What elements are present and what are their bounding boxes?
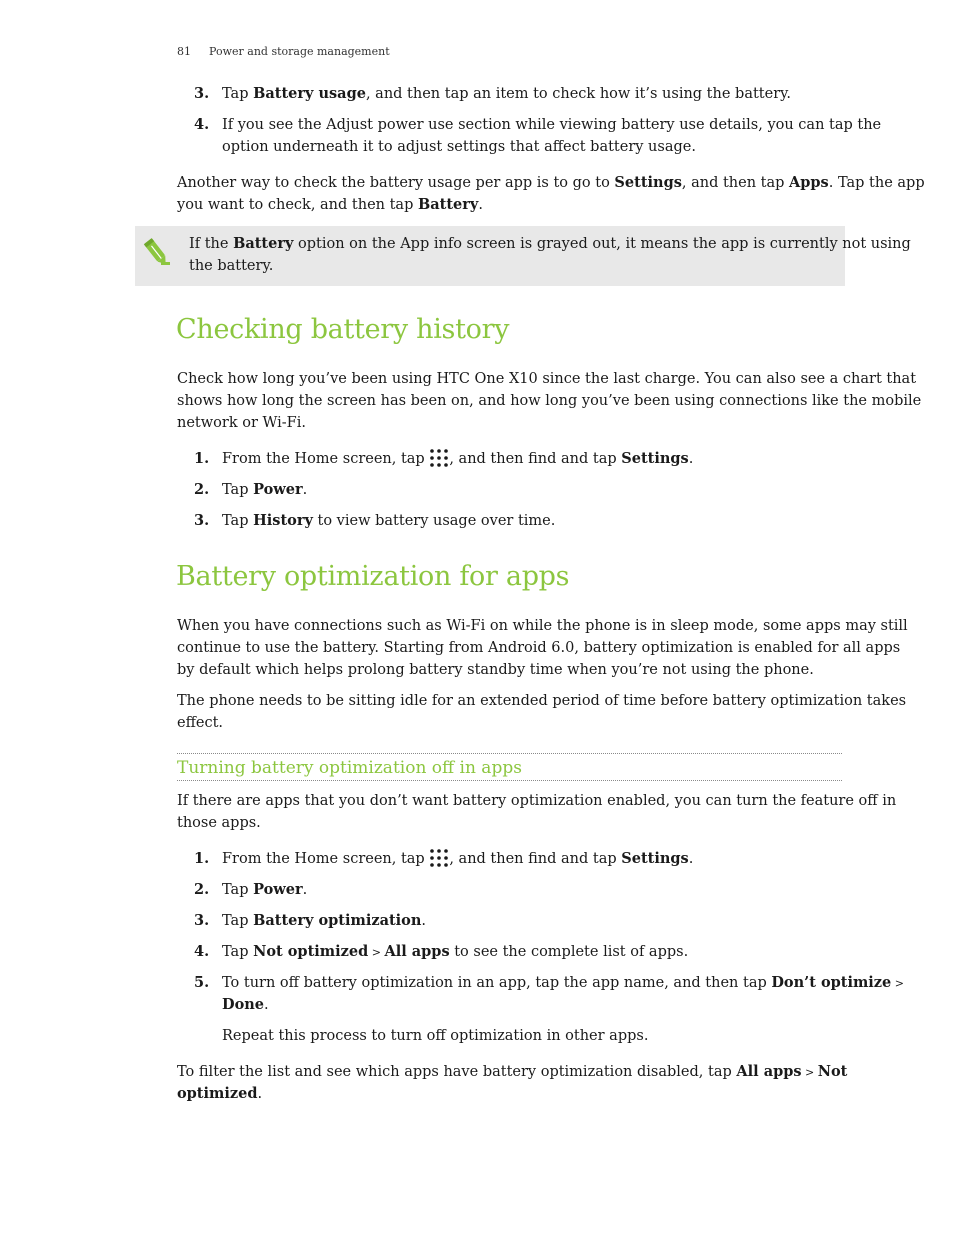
paragraph: To filter the list and see which apps have battery optimization disabled, tap All apps > Not	[177, 1063, 848, 1080]
step-number: 3.	[194, 85, 210, 102]
step-text: Done.	[222, 996, 269, 1013]
step-number: 1.	[194, 850, 210, 867]
step-text: Tap Power.	[222, 881, 308, 898]
note-text: If the Battery option on the App info screen is grayed out, it means the app is currently not using	[189, 235, 911, 252]
paragraph: by default which helps prolong battery standby time when you’re not using the phone.	[177, 662, 814, 678]
subsection-heading: Turning battery optimization off in apps	[177, 758, 522, 778]
section-heading: Battery optimization for apps	[176, 561, 570, 592]
apps-grid-icon	[429, 848, 449, 868]
paragraph: Another way to check the battery usage per app is to go to Settings, and then tap Apps. Tap the app	[177, 174, 925, 191]
page-number: 81	[177, 45, 191, 58]
step-number: 3.	[194, 912, 210, 929]
step-number: 1.	[194, 450, 210, 467]
divider	[177, 780, 842, 781]
note-text: the battery.	[189, 258, 274, 274]
paragraph: effect.	[177, 715, 224, 731]
paragraph: The phone needs to be sitting idle for an extended period of time before battery optimization takes	[177, 693, 907, 709]
divider	[177, 753, 842, 754]
apps-grid-icon	[429, 448, 449, 468]
list-item: Tap Battery usage, and then tap an item to check how it’s using the battery.	[222, 85, 792, 102]
step-text: To turn off battery optimization in an app, tap the app name, and then tap Don’t optimize >	[222, 974, 904, 991]
step-text: Tap Power.	[222, 481, 308, 498]
paragraph: If there are apps that you don’t want battery optimization enabled, you can turn the feature off in	[177, 793, 897, 809]
list-item: option underneath it to adjust settings that affect battery usage.	[222, 139, 696, 155]
paragraph: network or Wi-Fi.	[177, 415, 306, 431]
step-text: Tap History to view battery usage over time.	[222, 512, 556, 529]
step-text: From the Home screen, tap , and then find and tap Settings.	[222, 450, 694, 467]
step-text: From the Home screen, tap , and then find and tap Settings.	[222, 850, 694, 867]
step-text: Tap Battery optimization.	[222, 912, 427, 929]
step-number: 4.	[194, 116, 210, 133]
paragraph: When you have connections such as Wi-Fi on while the phone is in sleep mode, some apps may still	[177, 618, 908, 634]
step-number: 5.	[194, 974, 210, 991]
paragraph: those apps.	[177, 815, 261, 831]
running-header: Power and storage management	[209, 45, 390, 58]
paragraph: optimized.	[177, 1085, 263, 1102]
step-note: Repeat this process to turn off optimization in other apps.	[222, 1028, 649, 1044]
pencil-note-icon	[141, 236, 173, 270]
paragraph: shows how long the screen has been on, and how long you’ve been using connections like the mobile	[177, 393, 922, 409]
step-number: 3.	[194, 512, 210, 529]
step-number: 2.	[194, 481, 210, 498]
section-heading: Checking battery history	[176, 314, 510, 345]
step-text: Tap Not optimized > All apps to see the complete list of apps.	[222, 943, 689, 960]
paragraph: Check how long you’ve been using HTC One X10 since the last charge. You can also see a chart that	[177, 371, 917, 387]
step-number: 4.	[194, 943, 210, 960]
paragraph: you want to check, and then tap Battery.	[177, 196, 483, 213]
list-item: If you see the Adjust power use section while viewing battery use details, you can tap the	[222, 117, 882, 133]
paragraph: continue to use the battery. Starting from Android 6.0, battery optimization is enabled for all apps	[177, 640, 901, 656]
step-number: 2.	[194, 881, 210, 898]
